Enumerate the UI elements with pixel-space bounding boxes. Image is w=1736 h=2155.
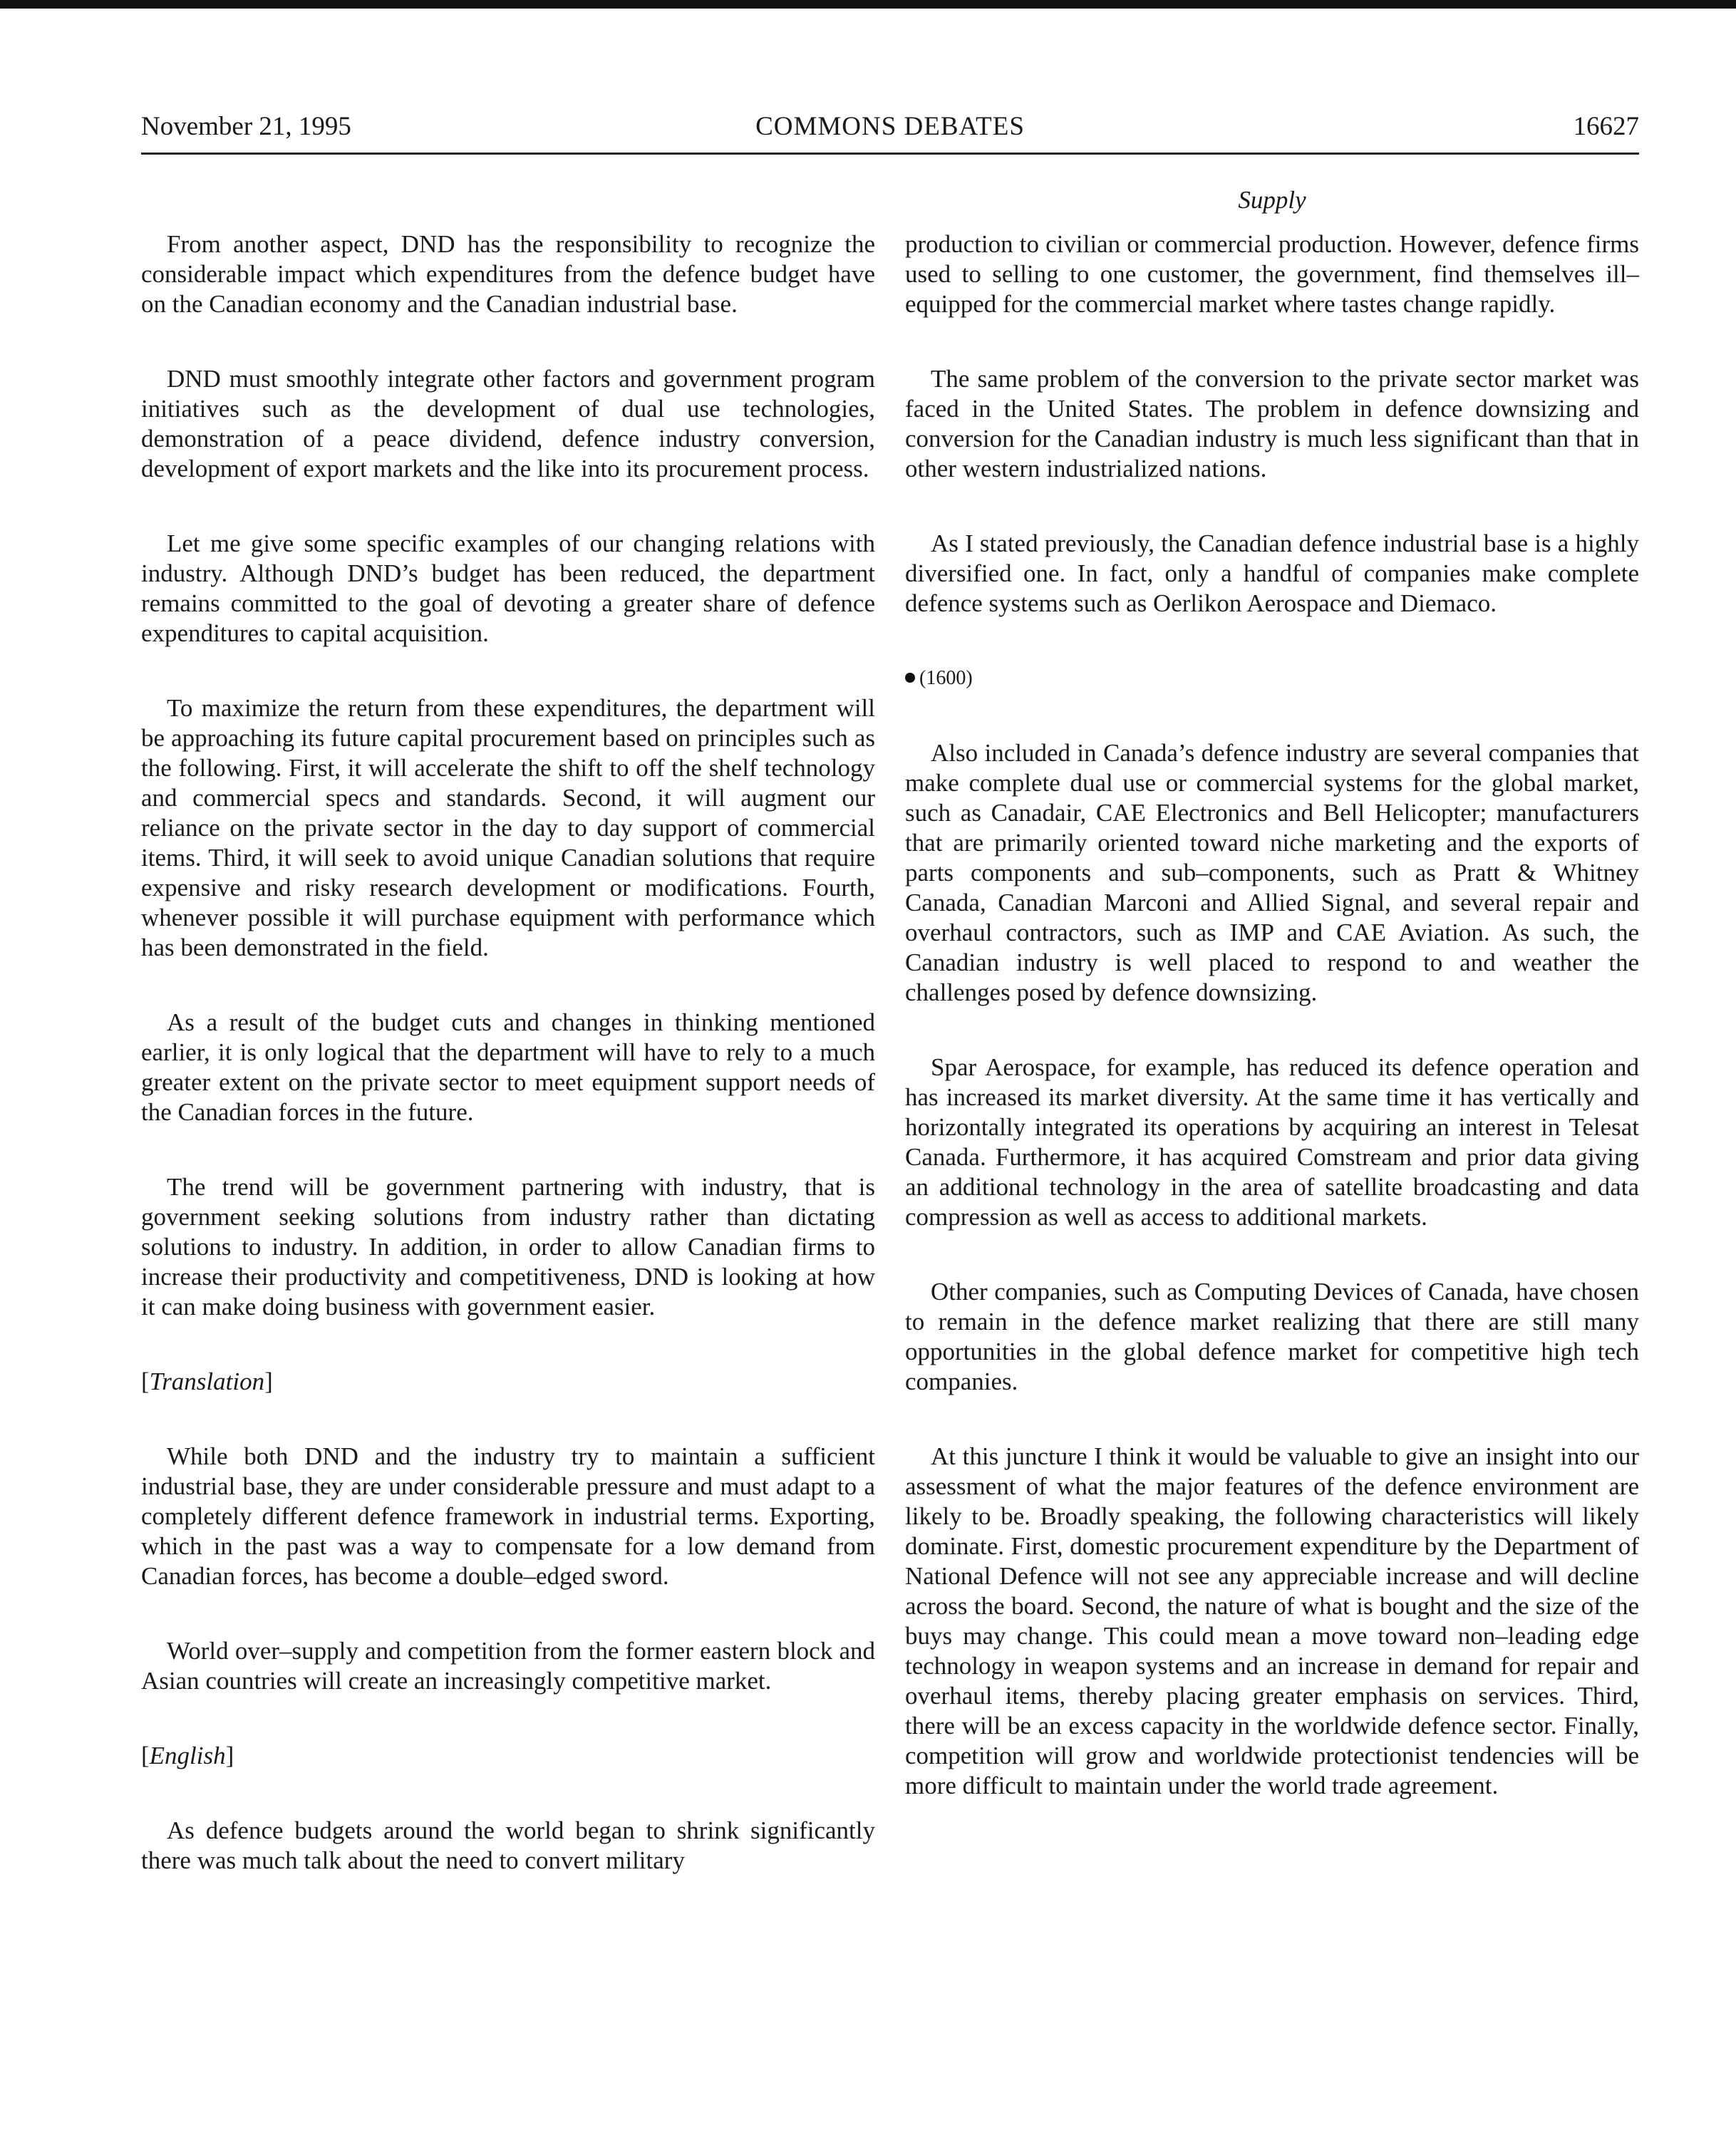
time-marker (905, 663, 1639, 693)
heading-label: Translation (149, 1368, 265, 1395)
time-marker-text: (1600) (919, 667, 973, 689)
paragraph: To maximize the return from these expenditures, the department will be approaching its future capital procurement based on principles such as the following. First, it will accelerate the shift to off the shelf technology and commercial specs and standards. Second, it will augment our reliance on the private sector in the day to day support of commercial items. Third, it will seek to avoid unique Canadian solutions that require expensive and risky research development or modifications. Fourth, whenever possible it will purchase equipment with performance which has been demonstrated in the field. (141, 694, 875, 961)
heading-close-bracket: ] (225, 1742, 234, 1769)
heading-label: English (149, 1742, 226, 1769)
header-title: COMMONS DEBATES (755, 112, 1025, 141)
paragraph: As defence budgets around the world began to shrink significantly there was much talk about the need to convert military (141, 1816, 875, 1874)
section-label: Supply (1238, 186, 1306, 214)
header-rule (141, 153, 1639, 155)
heading-open-bracket: [ (141, 1368, 150, 1395)
language-heading (141, 1741, 875, 1771)
paragraph: As I stated previously, the Canadian defence industrial base is a highly diversified one. In fact, only a handful of companies make complete defence systems such as Oerlikon Aerospace and Diemaco. (905, 529, 1639, 617)
paragraph: Also included in Canada’s defence industry are several companies that make complete dual use or commercial systems for the global market, such as Canadair, CAE Electronics and Bell Helicopter; manufacturers that are primarily oriented toward niche marketing and the exports of parts components and sub–components, such as Pratt & Whitney Canada, Canadian Marconi and Allied Signal, and several repair and overhaul contractors, such as IMP and CAE Aviation. As such, the Canadian industry is well placed to respond to and weather the challenges posed by defence downsizing. (905, 739, 1639, 1006)
heading-open-bracket: [ (141, 1742, 150, 1769)
language-heading (141, 1367, 875, 1397)
paragraph: As a result of the budget cuts and changes in thinking mentioned earlier, it is only logical that the department will have to rely to a much greater extent on the private sector to meet equipment support needs of the Canadian forces in the future. (141, 1008, 875, 1126)
paragraph: From another aspect, DND has the responsibility to recognize the considerable impact which expenditures from the defence budget have on the Canadian economy and the Canadian industrial base. (141, 230, 875, 318)
left-column (141, 229, 875, 1921)
paragraph: The trend will be government partnering with industry, that is government seeking solutions from industry rather than dictating solutions to industry. In addition, in order to allow Canadian firms to increase their productivity and competitiveness, DND is looking at how it can make doing business with government easier. (141, 1173, 875, 1321)
page-top-edge (0, 0, 1736, 9)
paragraph: Let me give some specific examples of our changing relations with industry. Although DND’s budget has been reduced, the department remains committed to the goal of devoting a greater share of defence expenditures to capital acquisition. (141, 529, 875, 647)
paragraph: production to civilian or commercial production. However, defence firms used to selling to one customer, the government, find themselves ill–equipped for the commercial market where tastes change rapidly. (905, 230, 1639, 318)
paragraph: DND must smoothly integrate other factors and government program initiatives such as the development of dual use technologies, demonstration of a peace dividend, defence industry conversion, development of export markets and the like into its procurement process. (141, 365, 875, 482)
right-column (905, 229, 1639, 1846)
paragraph: The same problem of the conversion to the private sector market was faced in the United States. The problem in defence downsizing and conversion for the Canadian industry is much less significant than that in other western industrialized nations. (905, 365, 1639, 482)
page-header (141, 107, 1639, 147)
bullet-dot-icon (905, 673, 915, 683)
heading-close-bracket: ] (264, 1368, 273, 1395)
paragraph: Spar Aerospace, for example, has reduced its defence operation and has increased its market diversity. At the same time it has vertically and horizontally integrated its operations by acquiring an interest in Telesat Canada. Furthermore, it has acquired Comstream and prior data giving an additional technology in the area of satellite broadcasting and data compression as well as access to additional markets. (905, 1053, 1639, 1231)
paragraph: Other companies, such as Computing Devices of Canada, have chosen to remain in the defence market realizing that there are still many opportunities in the global defence market for competitive high tech companies. (905, 1278, 1639, 1395)
paragraph: At this juncture I think it would be valuable to give an insight into our assessment of what the major features of the defence environment are likely to be. Broadly speaking, the following characteristics will likely dominate. First, domestic procurement expenditure by the Department of National Defence will not see any appreciable increase and will decline across the board. Second, the nature of what is bought and the size of the buys may change. This could mean a move toward non–leading edge technology in weapon systems and an increase in demand for repair and overhaul items, thereby placing greater emphasis on services. Third, there will be an excess capacity in the worldwide defence sector. Finally, competition will grow and worldwide protectionist tendencies will be more difficult to maintain under the world trade agreement. (905, 1442, 1639, 1799)
paragraph: World over–supply and competition from the former eastern block and Asian countries will create an increasingly competitive market. (141, 1637, 875, 1695)
header-page-number: 16627 (1573, 112, 1639, 141)
paragraph: While both DND and the industry try to maintain a sufficient industrial base, they are under considerable pressure and must adapt to a completely different defence framework in industrial terms. Exporting, which in the past was a way to compensate for a low demand from Canadian forces, has become a double–edged sword. (141, 1442, 875, 1590)
header-date: November 21, 1995 (141, 112, 351, 141)
